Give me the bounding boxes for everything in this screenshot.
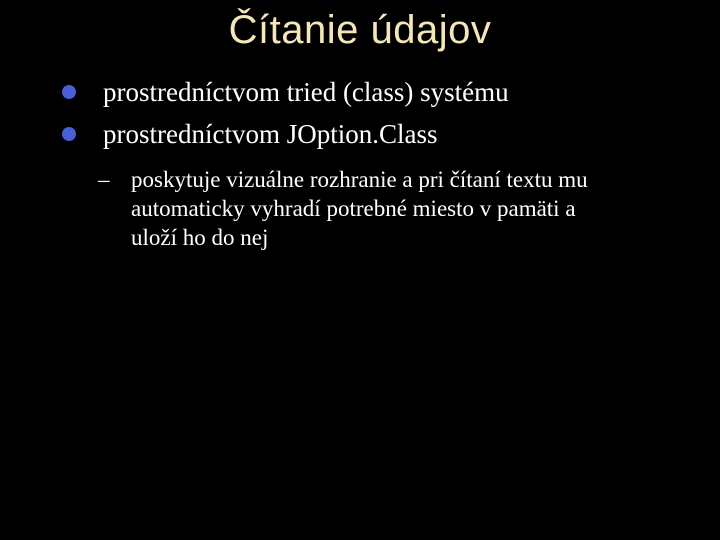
sub-bullet-text: poskytuje vizuálne rozhranie a pri čítaní textu mu automaticky vyhradí potrebné miesto v pamäti a uloží ho do nej <box>131 167 588 250</box>
bullet-text: prostredníctvom JOption.Class <box>103 119 438 149</box>
bullet-text: prostredníctvom tried (class) systému <box>103 77 509 107</box>
bullet-dot-icon <box>62 127 76 141</box>
slide-title: Čítanie údajov <box>228 8 492 52</box>
dash-marker: – <box>98 167 110 192</box>
bullet-dot-icon <box>62 85 76 99</box>
